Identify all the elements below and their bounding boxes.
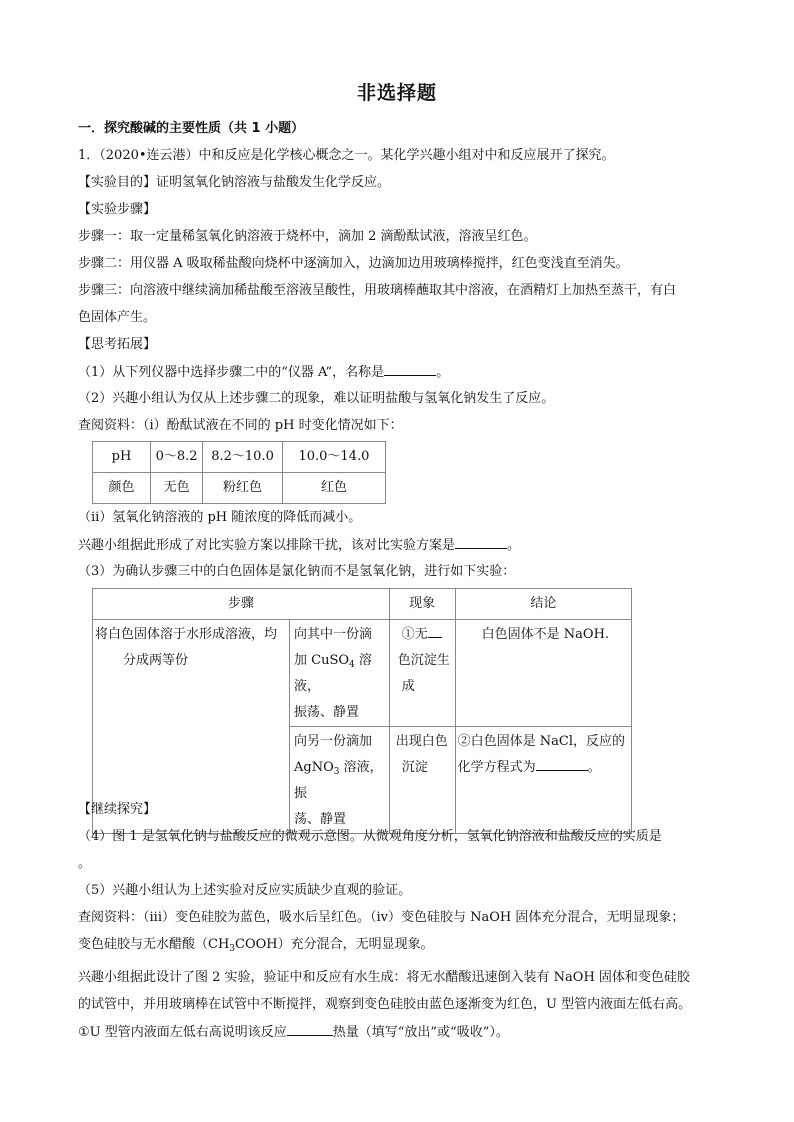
answer-blank[interactable] [384,363,436,376]
phen-cell-2 [389,727,455,834]
reference-two: （ii）氢氧化钠溶液的 pH 随浓度的降低而减小。 [78,510,362,525]
op-cell-1 [290,620,390,727]
concl-cell-2 [455,727,631,834]
part-two-b-end: 。 [507,538,521,553]
table-row [93,620,632,727]
split-text-1: 将白色固体溶于水形成溶液，均 [95,627,278,642]
part-one [78,363,449,382]
part-two: （2）兴趣小组认为仅从上述步骤二的现象，难以证明盐酸与氢氧化钠发生了反应。 [78,391,555,406]
part-two-b-text: 兴趣小组据此形成了对比实验方案以排除干扰，该对比实验方案是 [78,538,456,553]
section-heading: 一．探究酸碱的主要性质（共 1 小题） [78,121,305,136]
phen2-text-1: 出现白色 [395,734,448,749]
answer-blank[interactable] [455,536,507,549]
op2-reagent-tail: 溶液，振 [294,760,383,801]
reference-three: 查阅资料：（iii）变色硅胶为蓝色，吸水后呈红色。（iv）变色硅胶与 NaOH 固体充分混合，无明显现象； [78,910,685,925]
table-cell: pH [93,442,151,473]
step-three-line1: 步骤三：向溶液中继续滴加稀盐酸至溶液呈酸性，用玻璃棒蘸取其中溶液，在酒精灯上加热至蒸干，有白 [78,283,677,298]
op1-reagent: 加 CuSO [294,653,350,668]
experiment-table [92,588,632,834]
concl2-text-2 [458,755,631,781]
reference-one: 查阅资料：（i）酚酞试液在不同的 pH 时变化情况如下： [78,418,403,433]
op-cell-2 [290,727,390,834]
concl2-text-2b: 。 [587,760,601,775]
u-tube-question [78,1023,509,1042]
part-four-end: 。 [78,856,92,871]
experiment-purpose: 【实验目的】证明氢氧化钠溶液与盐酸发生化学反应。 [78,175,391,190]
answer-blank[interactable] [536,758,588,771]
part-two-b [78,536,520,555]
phen1-text-1 [402,622,455,648]
answer-blank[interactable] [287,1023,333,1036]
concl2-text-2a: 化学方程式为 [457,760,536,775]
answer-blank[interactable] [428,625,442,638]
part-four: （4）图 1 是氢氧化钠与盐酸反应的微观示意图。从微观角度分析，氢氧化钠溶液和盐酸反应的实质是 [78,829,662,844]
table-cell: 粉红色 [203,473,283,504]
table-cell: 无色 [151,473,203,504]
op2-reagent: AgNO [294,760,334,775]
split-text-2: 分成两等份 [123,653,189,668]
table-cell: 红色 [282,473,385,504]
think-heading: 【思考拓展】 [78,337,157,352]
table-cell: 8.2～10.0 [203,442,283,473]
phen1-text-3: 成 [401,679,415,694]
ph-color-table [92,441,386,504]
part-one-end: 。 [436,365,450,380]
op1-text-3: 振荡、静置 [294,705,360,720]
op2-text-3: 荡、静置 [294,812,347,827]
step-two: 步骤二：用仪器 A 吸取稀盐酸向烧杯中逐滴加入，边滴加边用玻璃棒搅拌，红色变浅直至消失。 [78,256,629,271]
continue-heading: 【继续探究】 [78,802,157,817]
steps-heading: 【实验步骤】 [78,202,157,217]
op2-text-1: 向另一份滴加 [294,734,373,749]
part-three: （3）为确认步骤三中的白色固体是氯化钠而不是氢氧化钠，进行如下实验： [78,564,516,579]
concl-cell-1: 白色固体不是 NaOH. [455,620,631,727]
phen-cell-1 [389,620,455,727]
part-five: （5）兴趣小组认为上述实验对反应实质缺少直观的验证。 [78,883,412,898]
step-three-line2: 色固体产生。 [78,310,157,325]
part-one-text: （1）从下列仪器中选择步骤二中的“仪器 A”，名称是 [78,365,385,380]
op1-text-1: 向其中一份滴 [294,627,373,642]
table-cell: 颜色 [93,473,151,504]
u-tube-text: ①U 型管内液面左低右高说明该反应 [78,1025,287,1040]
reference-four [78,936,434,954]
reference-four-b: COOH）充分混合，无明显现象。 [235,937,434,952]
step-one: 步骤一：取一定量稀氢氧化钠溶液于烧杯中，滴加 2 滴酚酞试液，溶液呈红色。 [78,229,537,244]
design-line1: 兴趣小组据此设计了图 2 实验，验证中和反应有水生成：将无水醋酸迅速倒入装有 NaOH 固体和变色硅胶 [78,970,690,985]
reference-four-subscript: 3 [229,944,236,954]
reference-four-a: 变色硅胶与无水醋酸（CH [78,937,230,952]
page-title: 非选择题 [356,82,437,104]
phen1-text-1a: ①无 [401,627,428,642]
phen2-text-2: 沉淀 [401,760,428,775]
header-phenomenon: 现象 [389,589,455,620]
op1-text-2 [294,648,389,700]
op1-subscript: 4 [349,660,355,670]
question-intro: 1．（2020•连云港）中和反应是化学核心概念之一。某化学兴趣小组对中和反应展开了探究。 [78,148,615,163]
table-cell: 0～8.2 [151,442,203,473]
table-cell: 10.0～14.0 [282,442,385,473]
op1-reagent-tail: 溶液， [294,653,372,694]
table-row [93,473,386,504]
concl2-text-1: ②白色固体是 NaCl，反应的 [457,734,626,749]
design-line2: 的试管中，并用玻璃棒在试管中不断搅拌，观察到变色硅胶由蓝色逐渐变为红色，U 型管内液面左低右高。 [78,997,692,1012]
header-step: 步骤 [93,589,390,620]
op2-text-2 [294,755,389,807]
header-conclusion: 结论 [455,589,631,620]
phen1-text-2: 色沉淀生 [397,653,450,668]
table-row [93,442,386,473]
u-tube-end: 热量（填写“放出”或“吸收”）。 [332,1025,509,1040]
op2-subscript: 3 [333,767,340,777]
table-header-row [93,589,632,620]
